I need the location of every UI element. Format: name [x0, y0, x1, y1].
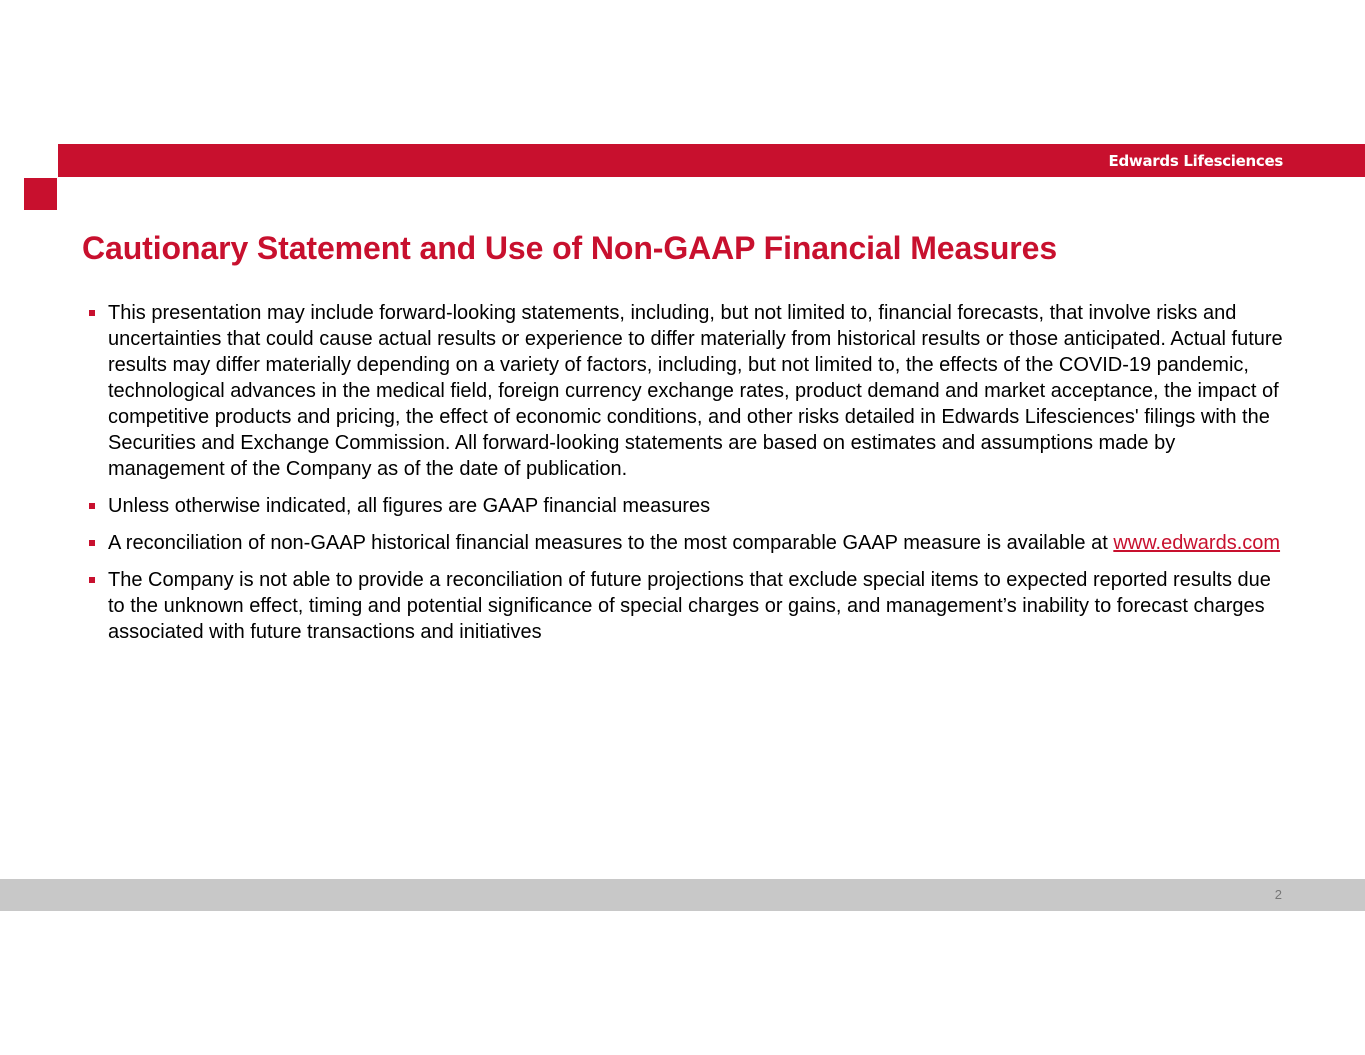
square-bullet-icon	[89, 310, 95, 316]
header-band	[58, 144, 1365, 177]
bullet-item-forward-looking	[86, 300, 1286, 482]
bullet-item-reconciliation	[86, 530, 1286, 556]
brand-logo-text: Edwards Lifesciences	[1108, 152, 1283, 170]
bullet-text: This presentation may include forward-looking statements, including, but not limited to, financial forecasts, that involve risks and uncertainties that could cause actual results or experience to differ materially from historical results or those anticipated. Actual future results may differ materially depending on a variety of factors, including, but not limited to, the effects of the COVID-19 pandemic, technological advances in the medical field, foreign currency exchange rates, product demand and market acceptance, the impact of competitive products and pricing, the effect of economic conditions, and other risks detailed in Edwards Lifesciences' filings with the Securities and Exchange Commission. All forward-looking statements are based on estimates and assumptions made by management of the Company as of the date of publication.	[108, 302, 1283, 480]
footer-band	[0, 879, 1365, 911]
page-title: Cautionary Statement and Use of Non-GAAP Financial Measures	[82, 230, 1058, 266]
bullet-text: The Company is not able to provide a reconciliation of future projections that exclude special items to expected reported results due to the unknown effect, timing and potential significance of special charges or gains, and management’s inability to forecast charges associated with future transactions and initiatives	[108, 569, 1271, 643]
square-bullet-icon	[89, 503, 95, 509]
square-bullet-icon	[89, 577, 95, 583]
bullet-list	[86, 300, 1286, 656]
edwards-website-link[interactable]: www.edwards.com	[1113, 532, 1281, 554]
bullet-item-gaap	[86, 493, 1286, 519]
square-bullet-icon	[89, 540, 95, 546]
page-number: 2	[1274, 887, 1282, 902]
corner-accent-square	[24, 178, 57, 210]
bullet-text: A reconciliation of non-GAAP historical financial measures to the most comparable GAAP measure is available at	[108, 532, 1108, 554]
bullet-item-future-projections	[86, 567, 1286, 645]
bullet-text: Unless otherwise indicated, all figures are GAAP financial measures	[108, 495, 711, 517]
